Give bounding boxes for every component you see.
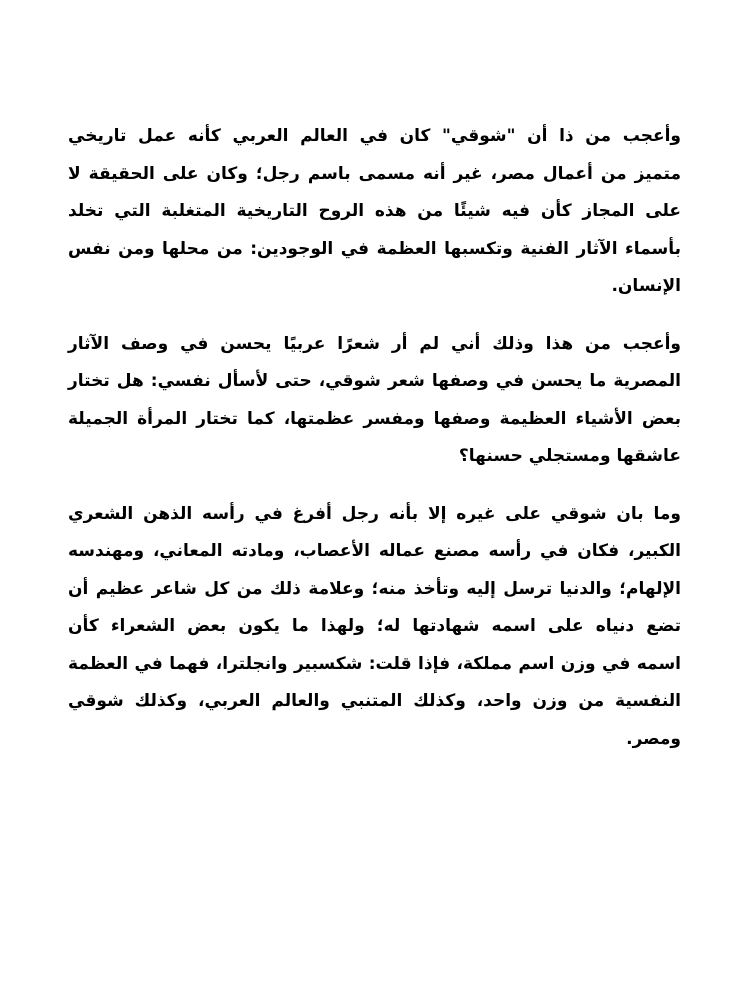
paragraph-3 bbox=[68, 496, 681, 759]
paragraph-2 bbox=[68, 326, 681, 476]
text-line: بعض الأشياء العظيمة وصفها ومفسر عظمتها، كما تختار المرأة الجميلة bbox=[68, 408, 681, 429]
text-line: الإلهام؛ والدنيا ترسل إليه وتأخذ منه؛ وعلامة ذلك من كل شاعر عظيم أن bbox=[68, 578, 681, 599]
text-line: وأعجب من هذا وذلك أني لم أر شعرًا عربيًا يحسن في وصف الآثار bbox=[68, 333, 681, 354]
text-line: اسمه في وزن اسم مملكة، فإذا قلت: شكسبير وانجلترا، فهما في العظمة bbox=[68, 653, 681, 674]
text-line: بأسماء الآثار الفنية وتكسبها العظمة في الوجودين: من محلها ومن نفس bbox=[68, 238, 681, 259]
text-line: وما بان شوقي على غيره إلا بأنه رجل أفرغ في رأسه الذهن الشعري bbox=[68, 503, 681, 524]
text-line: متميز من أعمال مصر، غير أنه مسمى باسم رجل؛ وكان على الحقيقة لا bbox=[68, 163, 681, 184]
text-line: الإنسان. bbox=[611, 276, 681, 296]
text-line: المصرية ما يحسن في وصفها شعر شوقي، حتى لأسأل نفسي: هل تختار bbox=[68, 371, 681, 391]
text-line: على المجاز كأن فيه شيئًا من هذه الروح التاريخية المتغلبة التي تخلد bbox=[68, 201, 681, 221]
text-line: تضع دنياه على اسمه شهادتها له؛ ولهذا ما يكون بعض الشعراء كأن bbox=[68, 616, 681, 636]
text-line: عاشقها ومستجلي حسنها؟ bbox=[458, 446, 681, 466]
document-page bbox=[68, 118, 681, 778]
paragraph-1 bbox=[68, 118, 681, 306]
text-line: ومصر. bbox=[626, 728, 681, 749]
text-line: الكبير، فكان في رأسه مصنع عماله الأعصاب، ومادته المعاني، ومهندسه bbox=[68, 541, 681, 561]
text-line: النفسية من وزن واحد، وكذلك المتنبي والعالم العربي، وكذلك شوقي bbox=[68, 691, 681, 711]
text-line: وأعجب من ذا أن "شوقي" كان في العالم العربي كأنه عمل تاريخي bbox=[68, 126, 681, 146]
